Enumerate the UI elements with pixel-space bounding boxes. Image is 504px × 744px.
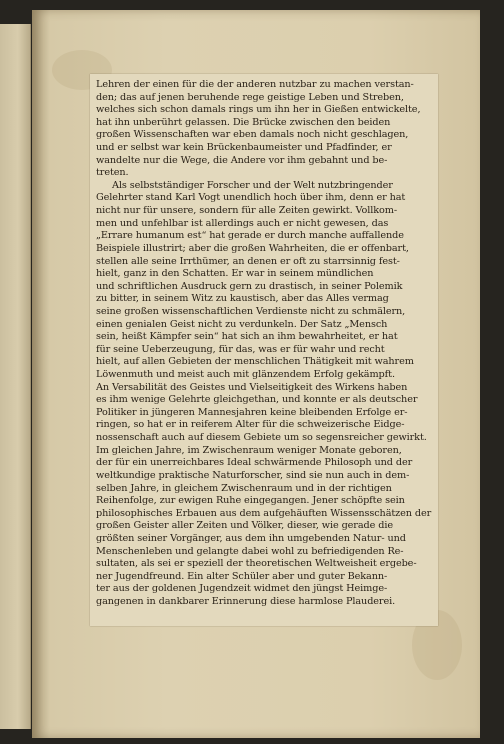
text-line: Löwenmuth und meist auch mit glänzendem Erfolg gekämpft. — [96, 369, 395, 381]
text-line: gangenen in dankbarer Erinnerung diese harmlose Plauderei. — [96, 595, 396, 607]
text-line: welches sich schon damals rings um ihn her in Gießen entwickelte, — [96, 104, 421, 116]
text-line: ner Jugendfreund. Ein alter Schüler aber und guter Bekann- — [96, 570, 388, 582]
text-line: ter aus der goldenen Jugendzeit widmet den jüngst Heimge- — [96, 583, 388, 595]
book-page — [32, 10, 480, 738]
text-line: größten seiner Vorgänger, aus dem ihn umgebenden Natur- und — [96, 532, 406, 544]
text-line: wandelte nur die Wege, die Andere vor ihm gebahnt und be- — [96, 154, 388, 166]
text-line: treten. — [96, 167, 129, 179]
clipping-text — [96, 79, 432, 609]
text-line: hat ihn unberührt gelassen. Die Brücke zwischen den beiden — [96, 116, 391, 128]
text-line: Lehren der einen für die der anderen nutzbar zu machen verstan- — [96, 79, 414, 90]
text-line: An Versabilität des Geistes und Vielseitigkeit des Wirkens haben — [96, 381, 408, 393]
text-line: selben Jahre, in gleichem Zwischenraum und in der richtigen — [96, 482, 392, 494]
text-line: weltkundige praktische Naturforscher, sind sie nun auch in dem- — [96, 469, 410, 481]
text-line: nicht nur für unsere, sondern für alle Zeiten gewirkt. Vollkom- — [96, 205, 398, 217]
text-line: es ihm wenige Gelehrte gleichgethan, und konnte er als deutscher — [96, 394, 418, 406]
text-line: men und unfehlbar ist allerdings auch er nicht gewesen, das — [96, 217, 389, 229]
text-line: Gelehrter stand Karl Vogt unendlich hoch über ihm, denn er hat — [96, 192, 406, 204]
text-line: Beispiele illustrirt; aber die großen Wahrheiten, die er offenbart, — [96, 242, 409, 254]
text-line: hielt, auf allen Gebieten der menschlichen Thätigkeit mit wahrem — [96, 356, 414, 368]
text-line: Menschenleben und gelangte dabei wohl zu befriedigenden Re- — [96, 545, 404, 557]
text-line: der für ein unerreichbares Ideal schwärmende Philosoph und der — [96, 457, 413, 469]
text-line: Politiker in jüngeren Mannesjahren keine bleibenden Erfolge er- — [96, 406, 408, 418]
text-line: stellen alle seine Irrthümer, an denen er oft zu starrsinnig fest- — [96, 255, 400, 267]
text-line: sein, heißt Kämpfer sein“ hat sich an ihm bewahrheitet, er hat — [96, 331, 398, 343]
text-line: den; das auf jenen beruhende rege geistige Leben und Streben, — [96, 91, 404, 103]
text-line: „Errare humanum est“ hat gerade er durch manche auffallende — [96, 230, 404, 242]
text-line: hielt, ganz in den Schatten. Er war in seinem mündlichen — [96, 268, 374, 280]
text-line: großen Wissenschaften war eben damals noch nicht geschlagen, — [96, 129, 409, 141]
text-line: Im gleichen Jahre, im Zwischenraum weniger Monate geboren, — [96, 444, 402, 456]
text-line: zu bitter, in seinem Witz zu kaustisch, aber das Alles vermag — [96, 293, 389, 305]
text-line: ringen, so hat er in reiferem Alter für die schweizerische Eidge- — [96, 419, 405, 431]
text-line: philosophisches Erbauen aus dem aufgehäuften Wissensschätzen der — [96, 507, 432, 519]
text-line: Als selbstständiger Forscher und der Welt nutzbringender — [112, 179, 393, 191]
text-line: einen genialen Geist nicht zu verdunkeln. Der Satz „Mensch — [96, 318, 388, 330]
text-line: und schriftlichen Ausdruck gern zu drastisch, in seiner Polemik — [96, 280, 403, 292]
text-line: seine großen wissenschaftlichen Verdienste nicht zu schmälern, — [96, 305, 406, 317]
text-line: für seine Ueberzeugung, für das, was er für wahr und recht — [96, 343, 385, 355]
pasted-newspaper-clipping — [90, 74, 438, 626]
text-line: sultaten, als sei er speziell der theoretischen Weltweisheit ergebe- — [96, 558, 417, 570]
text-line: großen Geister aller Zeiten und Völker, dieser, wie gerade die — [96, 520, 393, 532]
left-page-edge — [0, 24, 31, 729]
text-line: nossenschaft auch auf diesem Gebiete um so segensreicher gewirkt. — [96, 432, 427, 444]
text-line: Reihenfolge, zur ewigen Ruhe eingegangen. Jener schöpfte sein — [96, 495, 405, 507]
text-line: und er selbst war kein Brückenbaumeister und Pfadfinder, er — [96, 142, 392, 154]
